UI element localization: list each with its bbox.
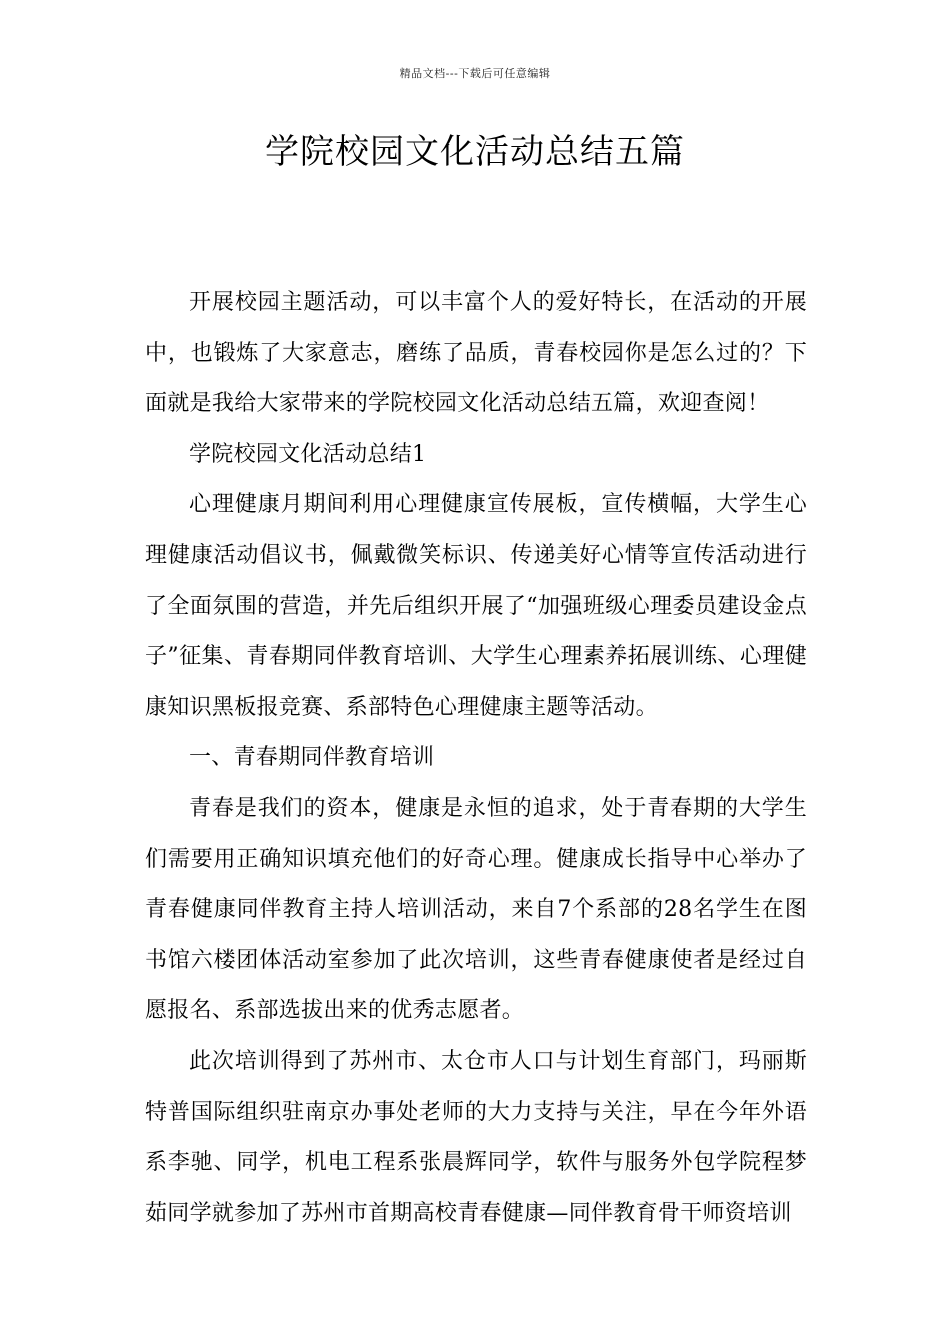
body-paragraph: 此次培训得到了苏州市、太仓市人口与计划生育部门，玛丽斯特普国际组织驻南京办事处老师的大力支持与关注，早在今年外语系李驰、同学，机电工程系张晨辉同学，软件与服务外包学院程梦茹同学就参加了苏州市首期高校青春健康—同伴教育骨干师资培训 <box>145 1048 807 1226</box>
body-paragraph: 心理健康月期间利用心理健康宣传展板，宣传横幅，大学生心理健康活动倡议书，佩戴微笑标识、传递美好心情等宣传活动进行了全面氛围的营造，并先后组织开展了“加强班级心理委员建设金点子”征集、青春期同伴教育培训、大学生心理素养拓展训练、心理健康知识黑板报竞赛、系部特色心理健康主题等活动。 <box>145 492 807 720</box>
section-heading-1: 学院校园文化活动总结1 <box>189 441 427 467</box>
subheading-peer-education: 一、青春期同伴教育培训 <box>189 745 435 771</box>
header-note: 精品文档---下载后可任意编辑 <box>399 67 551 80</box>
intro-paragraph: 开展校园主题活动，可以丰富个人的爱好特长，在活动的开展中，也锻炼了大家意志，磨练了品质，青春校园你是怎么过的？下面就是我给大家带来的学院校园文化活动总结五篇，欢迎查阅！ <box>145 290 807 417</box>
document-body <box>145 278 807 1239</box>
body-paragraph: 青春是我们的资本，健康是永恒的追求，处于青春期的大学生们需要用正确知识填充他们的好奇心理。健康成长指导中心举办了青春健康同伴教育主持人培训活动，来自7个系部的28名学生在图书馆六楼团体活动室参加了此次培训，这些青春健康使者是经过自愿报名、系部选拔出来的优秀志愿者。 <box>145 795 807 1024</box>
document-title: 学院校园文化活动总结五篇 <box>265 132 685 172</box>
